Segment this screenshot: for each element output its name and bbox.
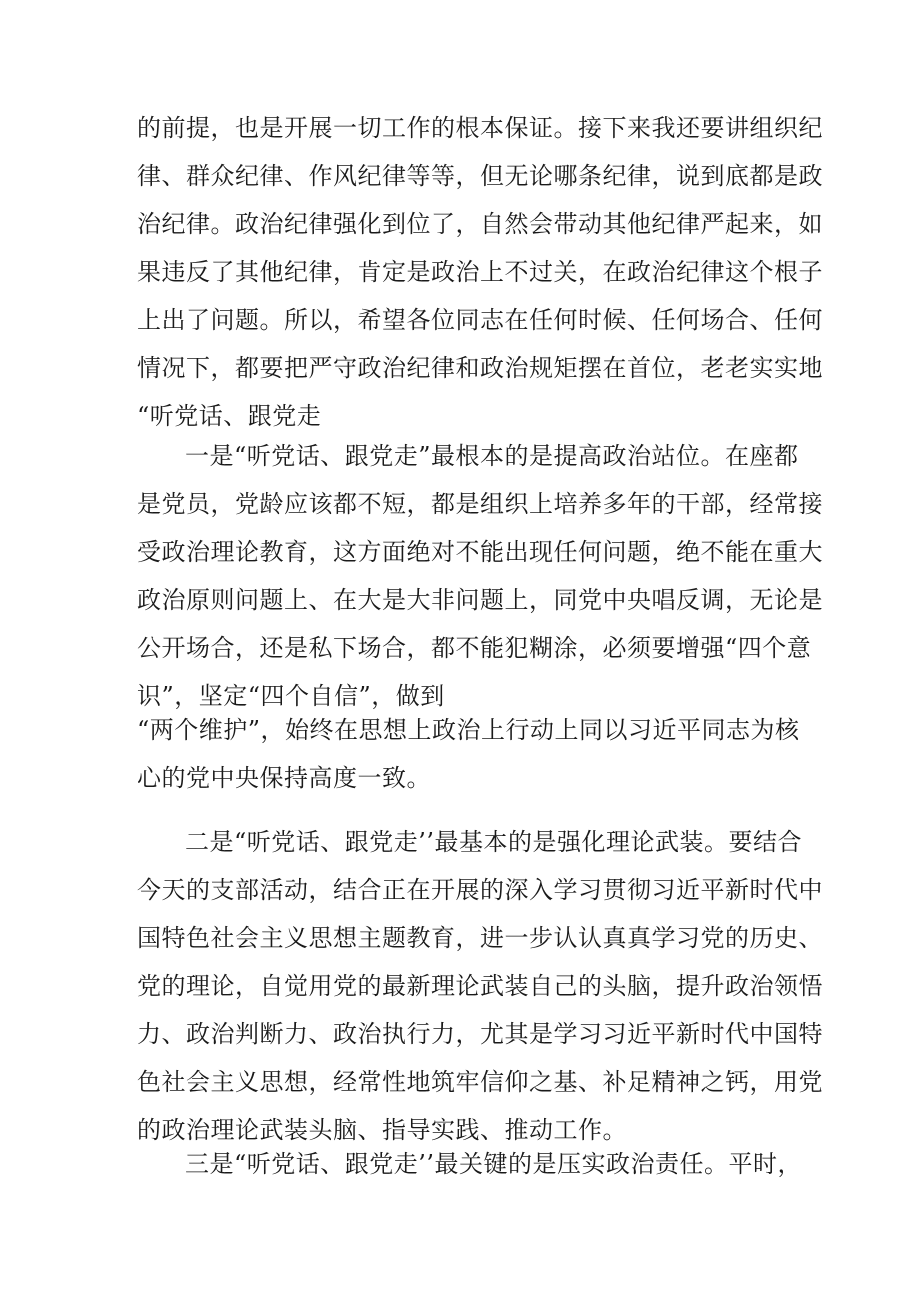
text-line: 是党员，党龄应该都不短，都是组织上培养多年的干部，经常接: [137, 490, 823, 518]
text-line: 律、群众纪律、作风纪律等等，但无论哪条纪律，说到底都是政: [137, 162, 823, 190]
text-line: 的政治理论武装头脑、指导实践、推动工作。: [137, 1116, 627, 1144]
text-line: 果违反了其他纪律，肯定是政治上不过关，在政治纪律这个根子: [137, 258, 823, 286]
text-line: 党的理论，自觉用党的最新理论武装自己的头脑，提升政治领悟: [137, 972, 823, 1000]
text-line: 识”，坚定“四个自信”，做到: [137, 682, 445, 710]
text-line: 情况下，都要把严守政治纪律和政治规矩摆在首位，老老实实地: [137, 354, 823, 382]
text-line: 三是“听党话、跟党走’’最关键的是压实政治责任。平时，: [185, 1150, 803, 1178]
text-line: 公开场合，还是私下场合，都不能犯糊涂，必须要增强“四个意: [137, 634, 812, 662]
text-line: 心的党中央保持高度一致。: [137, 764, 431, 792]
text-line: 一是“听党话、跟党走”最根本的是提高政治站位。在座都: [185, 442, 799, 470]
paragraph-3: [137, 706, 800, 802]
text-line: 的前提，也是开展一切工作的根本保证。接下来我还要讲组织纪: [137, 114, 823, 142]
text-line: 受政治理论教育，这方面绝对不能出现任何问题，绝不能在重大: [137, 538, 823, 566]
text-line: 国特色社会主义思想主题教育，进一步认认真真学习党的历史、: [137, 924, 823, 952]
paragraph-4: [137, 818, 823, 1154]
text-line: 力、政治判断力、政治执行力，尤其是学习习近平新时代中国特: [137, 1020, 823, 1048]
text-line: 今天的支部活动，结合正在开展的深入学习贯彻习近平新时代中: [137, 876, 823, 904]
text-line: 政治原则问题上、在大是大非问题上，同党中央唱反调，无论是: [137, 586, 823, 614]
text-line: 二是“听党话、跟党走’’最基本的是强化理论武装。要结合: [185, 828, 803, 856]
text-line: “两个维护”，始终在思想上政治上行动上同以习近平同志为核: [137, 716, 800, 744]
paragraph-5: [137, 1140, 803, 1188]
text-line: 色社会主义思想，经常性地筑牢信仰之基、补足精神之钙，用党: [137, 1068, 823, 1096]
paragraph-2: [137, 432, 823, 720]
text-line: 上出了问题。所以，希望各位同志在任何时候、任何场合、任何: [137, 306, 823, 334]
text-line: “听党话、跟党走: [137, 402, 322, 430]
text-line: 治纪律。政治纪律强化到位了，自然会带动其他纪律严起来，如: [137, 210, 823, 238]
paragraph-1: [137, 104, 823, 440]
